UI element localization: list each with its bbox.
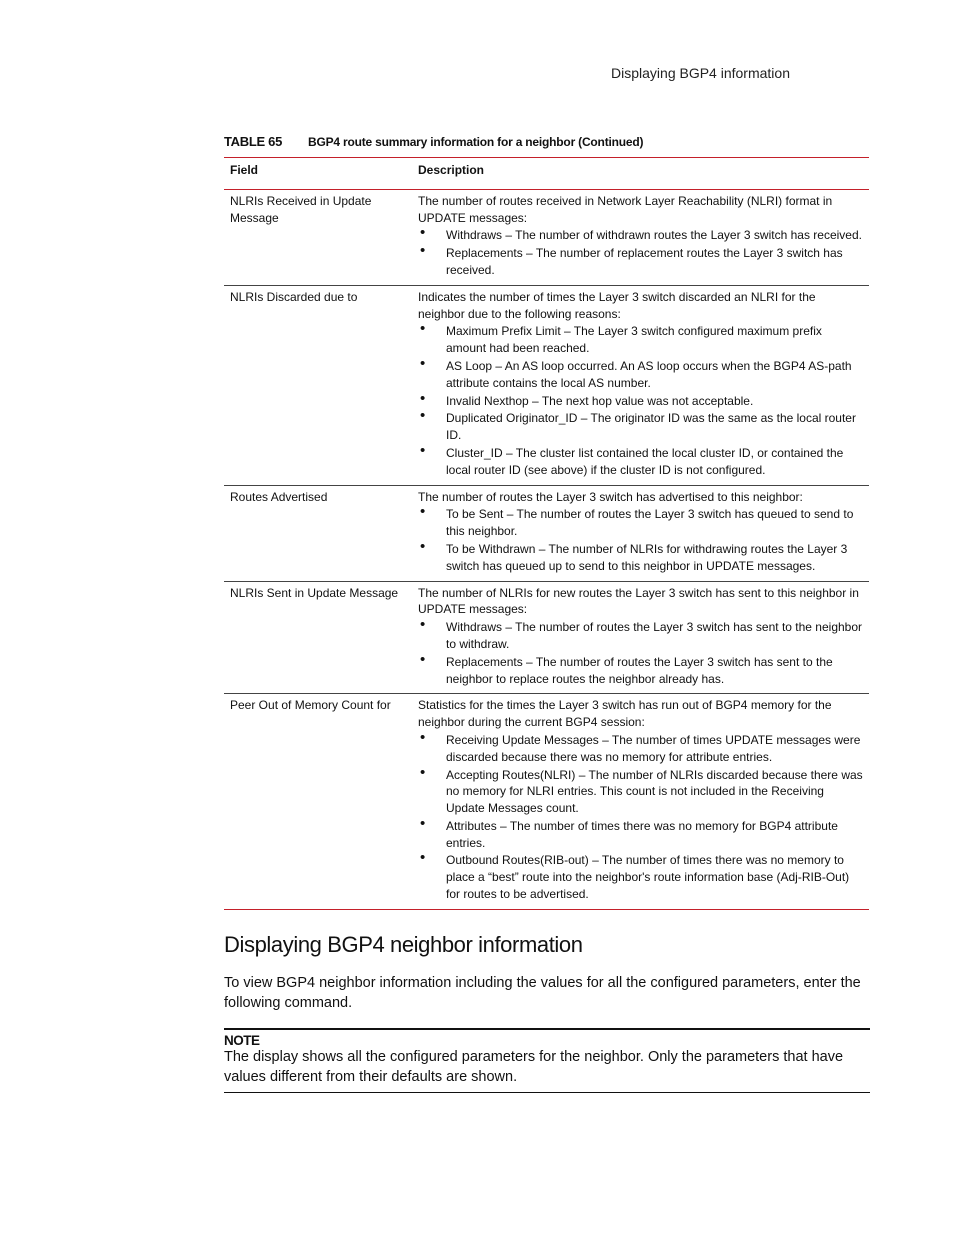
table-row [224, 581, 869, 694]
list-item: • To be Sent – The number of routes the Layer 3 switch has queued to send to this neighbor. [420, 503, 854, 539]
bullet-icon: • [420, 320, 426, 338]
description-intro: Indicates the number of times the Layer 3 switch discarded an NLRI for the neighbor due to the following reasons: [418, 289, 816, 321]
bullet-list [418, 320, 863, 478]
bullet-icon: • [420, 354, 426, 372]
list-item: • Withdraws – The number of routes the Layer 3 switch has sent to the neighbor to withdraw. [420, 616, 863, 651]
bullet-icon: • [420, 407, 426, 425]
list-item: • Invalid Nexthop – The next hop value was not acceptable. [420, 389, 754, 408]
bullet-icon: • [420, 650, 426, 668]
bullet-icon: • [420, 503, 426, 521]
list-item: • Withdraws – The number of withdrawn routes the Layer 3 switch has received. [420, 224, 862, 243]
bullet-icon: • [420, 616, 426, 634]
bullet-icon: • [420, 441, 426, 459]
note-box [224, 1028, 870, 1093]
description-cell [412, 694, 869, 910]
list-item: • Outbound Routes(RIB-out) – The number of times there was no memory to place a “best” route into the neighbor's route information base (Adj-RIB-Out) for routes to be advertised. [420, 849, 850, 902]
bullet-icon: • [420, 224, 426, 242]
field-cell: NLRIs Sent in Update Message [224, 581, 412, 694]
table-row [224, 485, 869, 581]
bullet-list [418, 224, 863, 278]
bullet-icon: • [420, 728, 426, 746]
field-cell: Peer Out of Memory Count for [224, 694, 412, 910]
description-intro: Statistics for the times the Layer 3 switch has run out of BGP4 memory for the neighbor during the current BGP4 session: [418, 698, 832, 730]
table-row [224, 694, 869, 910]
description-cell [412, 485, 869, 581]
bullet-icon: • [420, 763, 426, 781]
note-text: The display shows all the configured parameters for the neighbor. Only the parameters that have values different from their defaults are shown. [224, 1049, 844, 1085]
bullet-list [418, 616, 863, 687]
table-caption [224, 134, 869, 149]
list-item: • Replacements – The number of replacement routes the Layer 3 switch has received. [420, 242, 843, 277]
field-cell: NLRIs Discarded due to [224, 285, 412, 485]
bullet-icon: • [420, 242, 426, 260]
description-intro: The number of NLRIs for new routes the Layer 3 switch has sent to this neighbor in UPDATE messages: [418, 585, 859, 617]
description-intro: The number of routes the Layer 3 switch has advertised to this neighbor: [418, 489, 803, 504]
bullet-list [418, 728, 863, 903]
description-cell [412, 285, 869, 485]
table-row [224, 285, 869, 485]
list-item: • Attributes – The number of times there was no memory for BGP4 attribute entries. [420, 814, 838, 850]
section-heading: Displaying BGP4 neighbor information [224, 932, 583, 957]
list-item: • AS Loop – An AS loop occurred. An AS loop occurs when the BGP4 AS-path attribute contains the local AS number. [420, 354, 852, 390]
column-header-description: Description [412, 158, 869, 190]
table-header-row [224, 158, 869, 190]
description-cell [412, 189, 869, 285]
table-title: BGP4 route summary information for a neighbor (Continued) [308, 135, 644, 149]
bgp4-summary-table [224, 157, 869, 910]
list-item: • Receiving Update Messages – The number of times UPDATE messages were discarded because there was no memory for attribute entries. [420, 728, 861, 764]
bullet-icon: • [420, 814, 426, 832]
list-item: • Duplicated Originator_ID – The originator ID was the same as the local router ID. [420, 407, 856, 443]
field-cell: Routes Advertised [224, 485, 412, 581]
description-intro: The number of routes received in Network Layer Reachability (NLRI) format in UPDATE messages: [418, 193, 833, 225]
body-paragraph: To view BGP4 neighbor information including the values for all the configured parameters, enter the following command. [224, 975, 861, 1011]
field-cell: NLRIs Received in Update Message [224, 189, 412, 285]
description-cell [412, 581, 869, 694]
bullet-icon: • [420, 389, 426, 407]
list-item: • Maximum Prefix Limit – The Layer 3 switch configured maximum prefix amount had been reached. [420, 320, 822, 356]
bullet-list [418, 503, 863, 574]
bullet-icon: • [420, 849, 426, 867]
note-label: NOTE [224, 1033, 260, 1048]
list-item: • Replacements – The number of routes the Layer 3 switch has sent to the neighbor to replace routes the neighbor already has. [420, 650, 833, 686]
running-header: Displaying BGP4 information [611, 65, 790, 81]
list-item: • Accepting Routes(NLRI) – The number of NLRIs discarded because there was no memory for NLRI entries. This count is not included in the Receiving Update Messages count. [420, 763, 863, 816]
table-row [224, 189, 869, 285]
bullet-icon: • [420, 537, 426, 555]
list-item: • To be Withdrawn – The number of NLRIs for withdrawing routes the Layer 3 switch has queued up to send to this neighbor in UPDATE messages. [420, 537, 848, 573]
column-header-field: Field [224, 158, 412, 190]
list-item: • Cluster_ID – The cluster list contained the local cluster ID, or contained the local router ID (see above) if the cluster ID is not configured. [420, 441, 844, 477]
table-number: TABLE 65 [224, 134, 283, 149]
